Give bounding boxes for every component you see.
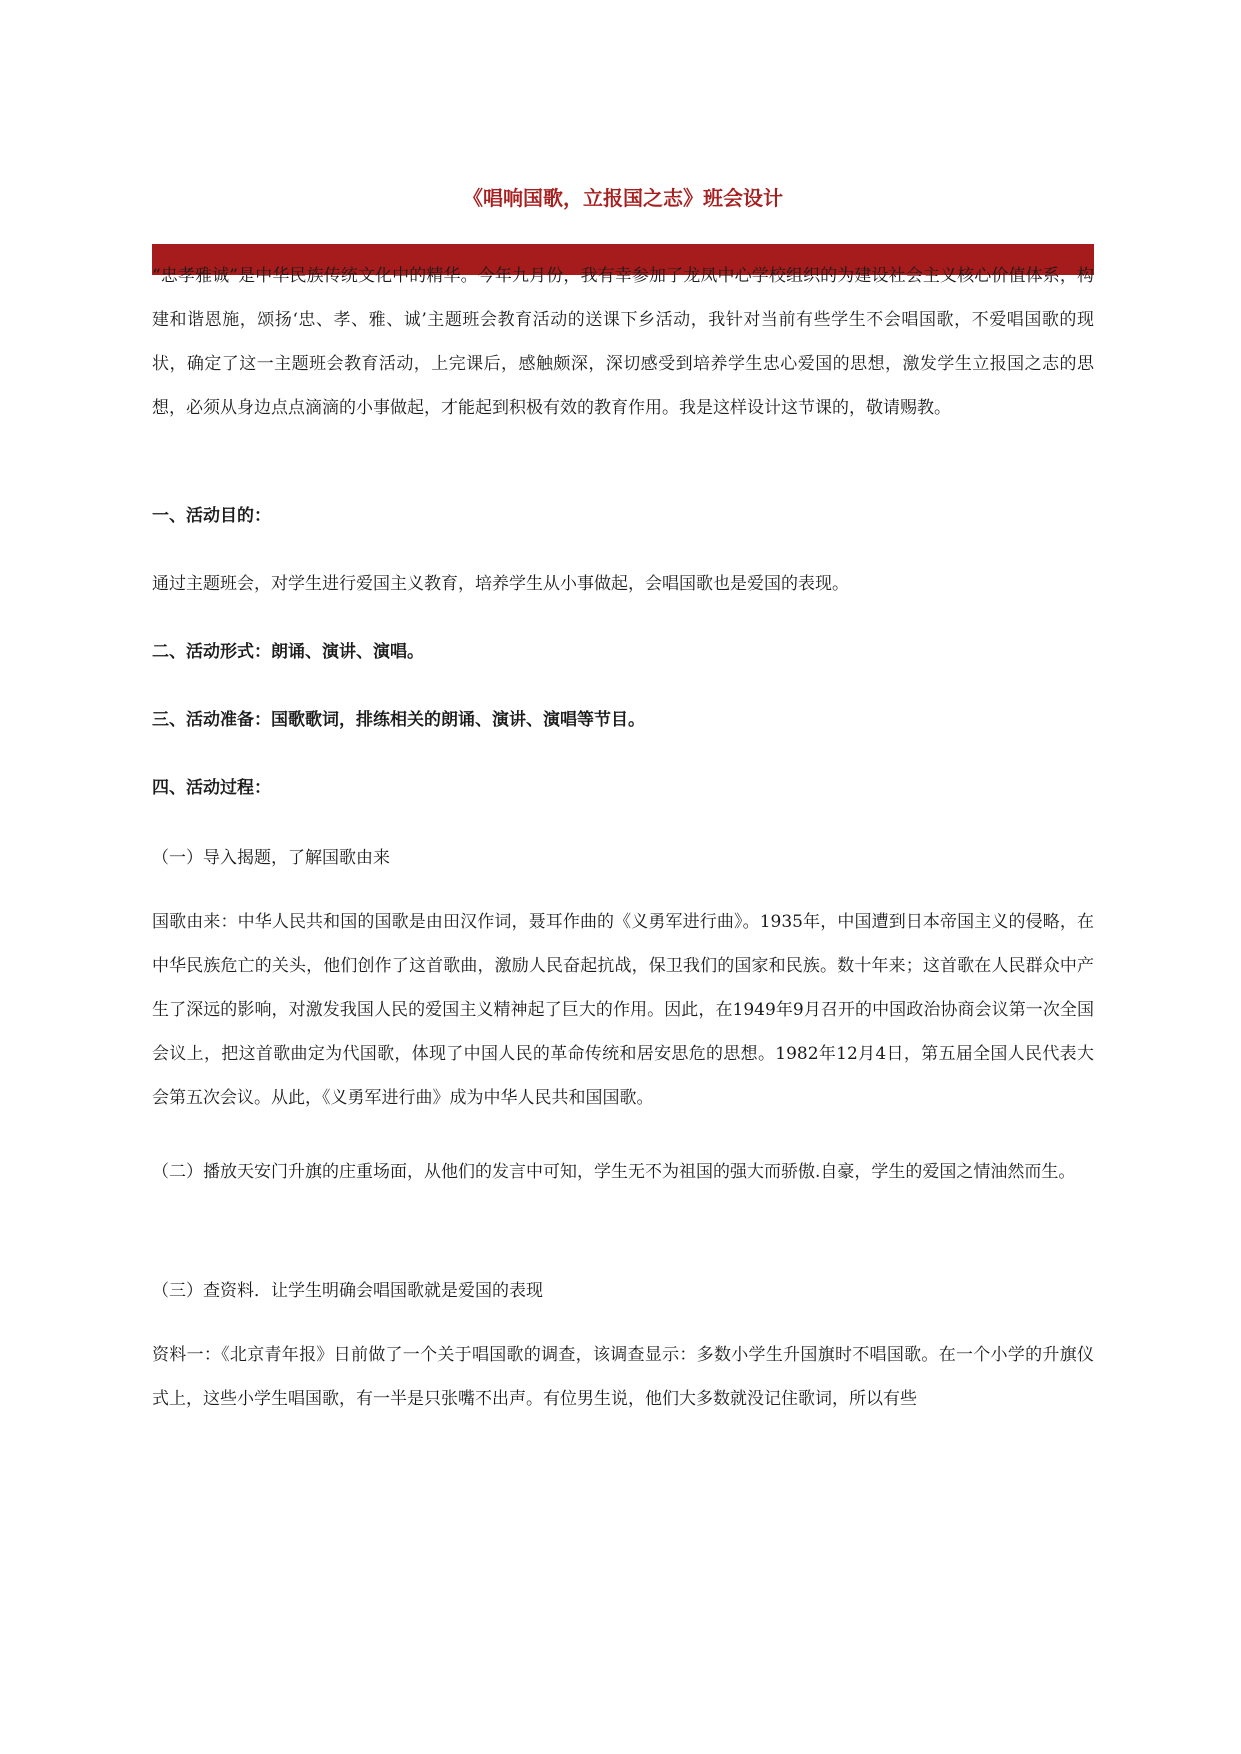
document-title: 《唱响国歌，立报国之志》班会设计 [463, 186, 783, 210]
section-heading-preparation: 三、活动准备：国歌歌词，排练相关的朗诵、演讲、演唱等节目。 [152, 710, 645, 730]
section-text-purpose: 通过主题班会，对学生进行爱国主义教育，培养学生从小事做起，会唱国歌也是爱国的表现。 [152, 574, 849, 594]
section-heading-process: 四、活动过程： [152, 778, 271, 798]
material-one-text: 资料一：《北京青年报》日前做了一个关于唱国歌的调查，该调查显示：多数小学生升国旗时不唱国歌。在一个小学的升旗仪式上，这些小学生唱国歌，有一半是只张嘴不出声。有位男生说，他们大多数就没记住歌词，所以有些 [152, 1345, 1094, 1409]
step-text-flag-raising: （二）播放天安门升旗的庄重场面，从他们的发言中可知，学生无不为祖国的强大而骄傲.自豪，学生的爱国之情油然而生。 [152, 1162, 1076, 1182]
section-heading-purpose: 一、活动目的： [152, 506, 271, 526]
step-text-anthem-origin: 国歌由来：中华人民共和国的国歌是由田汉作词，聂耳作曲的《义勇军进行曲》。1935年，中国遭到日本帝国主义的侵略，在中华民族危亡的关头，他们创作了这首歌曲，激励人民奋起抗战，保卫我们的国家和民族。数十年来；这首歌在人民群众中产生了深远的影响，对激发我国人民的爱国主义精神起了巨大的作用。因此，在1949年9月召开的中国政治协商会议第一次全国会议上，把这首歌曲定为代国歌，体现了中国人民的革命传统和居安思危的思想。1982年12月4日，第五届全国人民代表大会第五次会议。从此，《义勇军进行曲》成为中华人民共和国国歌。 [152, 912, 1094, 1108]
step-heading-intro: （一）导入揭题，了解国歌由来 [152, 848, 390, 868]
intro-paragraph: “忠孝雅诚”是中华民族传统文化中的精华。今年九月份，我有幸参加了龙凤中心学校组织的为建设社会主义核心价值体系，构建和谐恩施，颂扬‘忠、孝、雅、诚’主题班会教育活动的送课下乡活动，我针对当前有些学生不会唱国歌，不爱唱国歌的现状，确定了这一主题班会教育活动，上完课后，感触颇深，深切感受到培养学生忠心爱国的思想，激发学生立报国之志的思想，必须从身边点点滴滴的小事做起，才能起到积极有效的教育作用。我是这样设计这节课的，敬请赐教。 [152, 266, 1094, 418]
step-heading-materials: （三）查资料．让学生明确会唱国歌就是爱国的表现 [152, 1281, 543, 1301]
section-heading-format: 二、活动形式：朗诵、演讲、演唱。 [152, 642, 424, 662]
